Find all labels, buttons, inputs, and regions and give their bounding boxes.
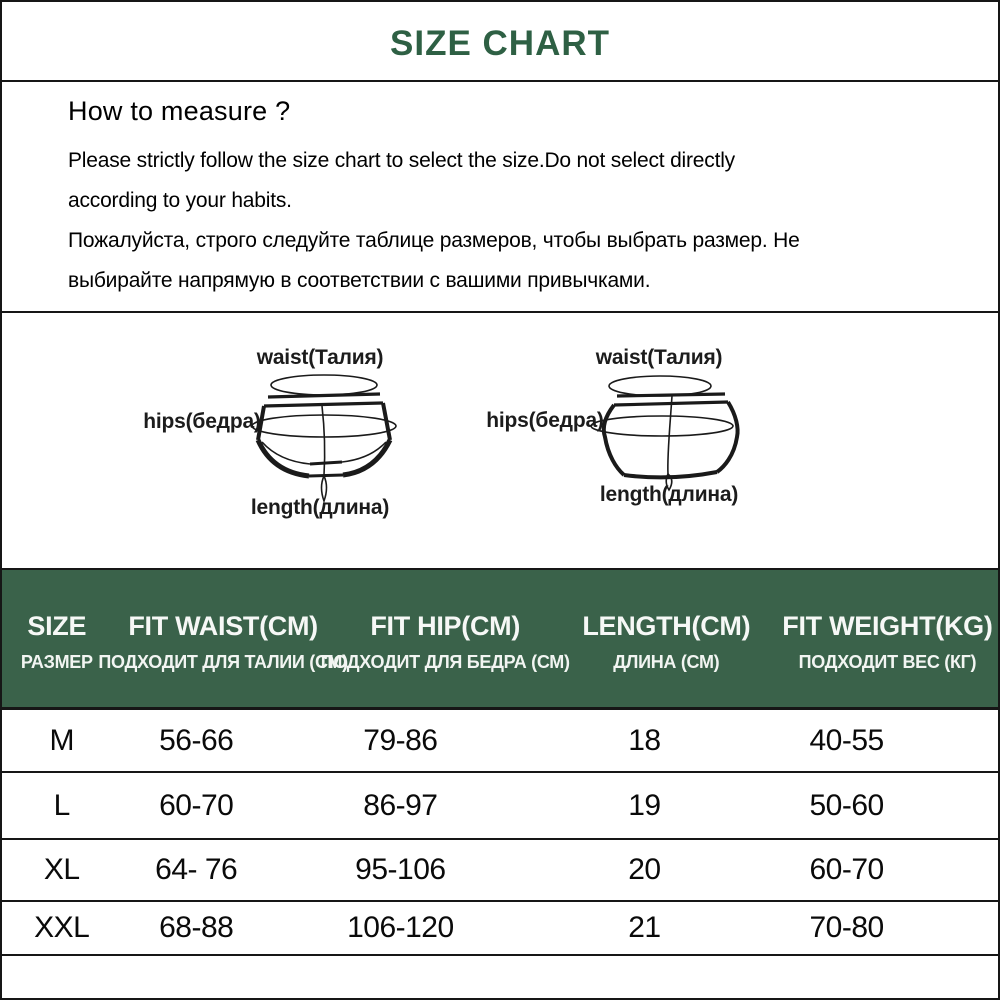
table-header (2, 570, 998, 710)
cell-weight: 60-70 (809, 853, 884, 886)
header-fit-hip (320, 570, 570, 673)
cell-waist: 56-66 (159, 723, 234, 757)
cell-weight: 50-60 (809, 788, 884, 822)
cell-waist: 60-70 (159, 788, 234, 822)
briefs-waist-label: waist(Талия) (256, 346, 384, 369)
title-section (2, 2, 998, 82)
header-fit-waist-ru: ПОДХОДИТ ДЛЯ ТАЛИИ (СМ) (98, 652, 348, 672)
boyshorts-left-edge (604, 405, 624, 475)
cell-weight: 40-55 (809, 723, 884, 757)
table-row-xxl (2, 902, 998, 956)
cell-waist: 68-88 (159, 911, 234, 944)
header-fit-weight-en: FIT WEIGHT(KG) (782, 611, 993, 641)
briefs-hips-label: hips(бедра) (143, 410, 261, 433)
cell-size: L (53, 788, 70, 822)
boyshorts-waist-label: waist(Талия) (595, 346, 723, 369)
cell-length: 21 (628, 911, 661, 944)
header-length-ru: ДЛИНА (СМ) (613, 652, 720, 672)
briefs-waistband (264, 394, 383, 406)
header-size (2, 570, 112, 673)
measure-line-en-1: Please strictly follow the size chart to select the size.Do not select directly (68, 149, 735, 172)
header-length-en: LENGTH(CM) (582, 611, 751, 641)
cell-waist: 64- 76 (155, 853, 238, 886)
cell-size: M (49, 723, 74, 757)
header-fit-hip-ru: ПОДХОДИТ ДЛЯ БЕДРА (СМ) (320, 652, 570, 672)
header-fit-waist-en: FIT WAIST(CM) (128, 611, 318, 641)
cell-hip: 79-86 (363, 723, 438, 757)
header-fit-hip-en: FIT HIP(CM) (370, 611, 521, 641)
header-size-en: SIZE (27, 611, 87, 641)
header-length (556, 570, 777, 673)
boyshorts-right-edge (717, 402, 738, 472)
cell-length: 18 (628, 723, 661, 757)
cell-length: 19 (628, 788, 661, 822)
cell-hip: 86-97 (363, 788, 438, 822)
cell-length: 20 (628, 853, 661, 886)
measure-text (68, 141, 998, 301)
boyshorts-center-line (668, 396, 672, 474)
boyshorts-hips-label: hips(бедра) (486, 409, 604, 432)
measure-line-en-2: according to your habits. (68, 189, 292, 212)
table-row-l (2, 773, 998, 840)
table-empty-row (2, 956, 998, 998)
cell-size: XXL (34, 911, 90, 944)
header-fit-weight (777, 570, 998, 673)
table-body (2, 710, 998, 998)
briefs-crotch-lines (309, 462, 343, 476)
cell-weight: 70-80 (809, 911, 884, 944)
page-title: SIZE CHART (390, 24, 610, 63)
measure-line-ru-2: выбирайте напрямую в соответствии с вашими привычками. (68, 269, 651, 292)
measure-line-ru-1: Пожалуйста, строго следуйте таблице размеров, чтобы выбрать размер. Не (68, 229, 800, 252)
measure-heading: How to measure ? (68, 96, 291, 126)
briefs-diagram (242, 371, 412, 509)
table-row-m (2, 710, 998, 773)
briefs-waist-ellipse (271, 375, 377, 395)
boyshorts-length-label: length(длина) (599, 483, 739, 506)
briefs-length-label: length(длина) (250, 496, 390, 519)
diagram-section (2, 313, 998, 570)
boyshorts-diagram (590, 371, 754, 499)
header-size-ru: РАЗМЕР (20, 652, 93, 672)
header-fit-weight-ru: ПОДХОДИТ ВЕС (КГ) (798, 652, 977, 672)
cell-hip: 106-120 (347, 911, 454, 944)
boyshorts-hips-ellipse (591, 416, 733, 436)
header-fit-waist (98, 570, 348, 673)
how-to-measure-section (2, 82, 998, 313)
table-row-xl (2, 840, 998, 902)
cell-hip: 95-106 (355, 853, 446, 886)
cell-size: XL (43, 853, 80, 886)
